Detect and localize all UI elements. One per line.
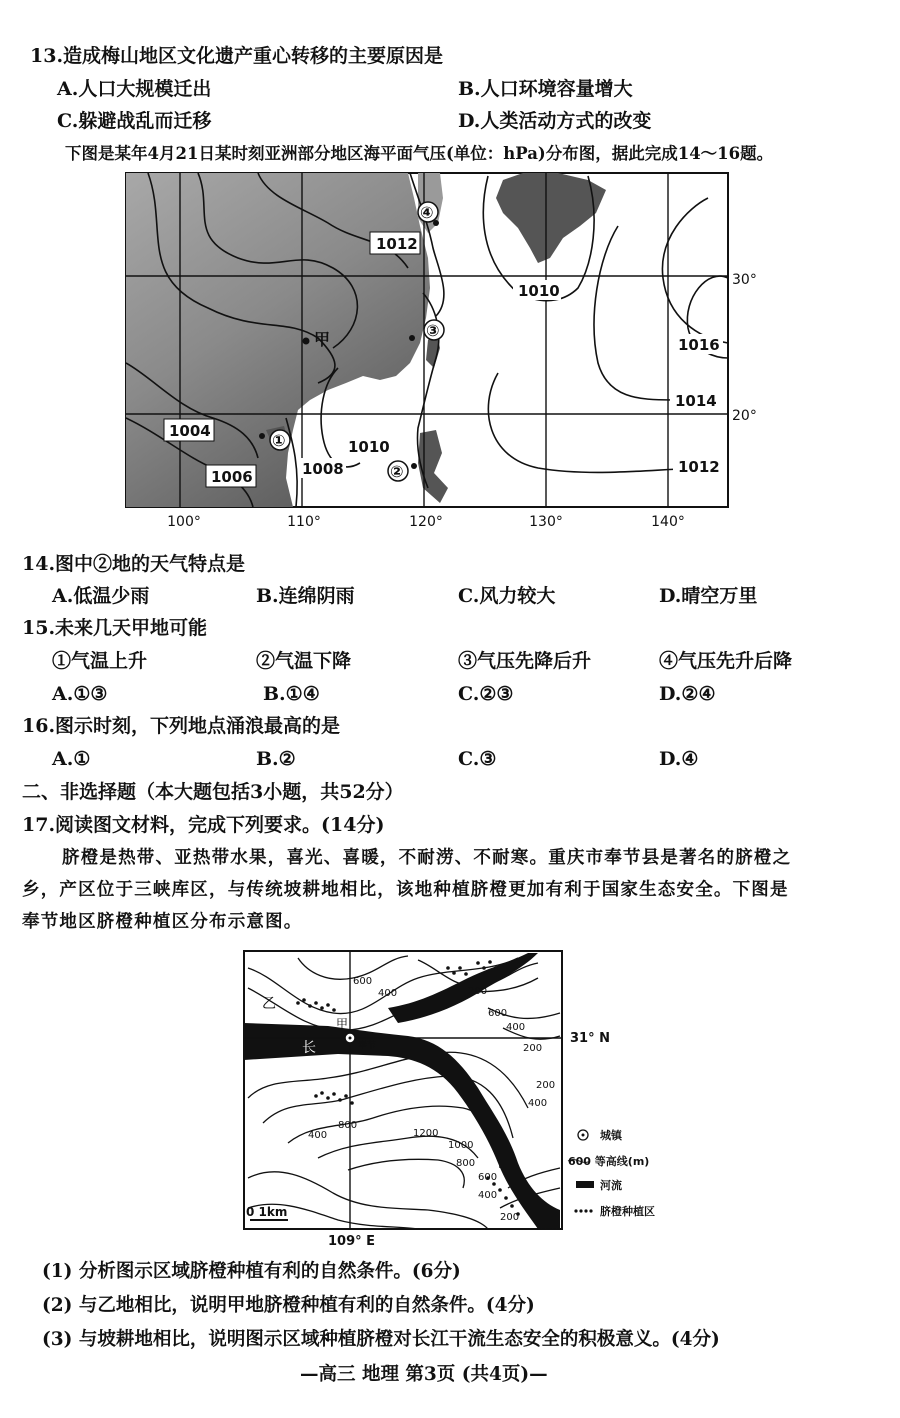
- contour-label-1200: 1200: [413, 1128, 439, 1139]
- isobar-label-1012-north: 1012: [376, 235, 418, 253]
- q13-option-a: A.人口大规模迁出: [57, 78, 212, 100]
- point-2-label: ②: [390, 462, 404, 481]
- q14-option-c: C.风力较大: [458, 585, 556, 607]
- q16-stem: 16.图示时刻，下列地点涌浪最高的是: [22, 715, 341, 737]
- isobar-label-1014: 1014: [675, 392, 717, 410]
- pressure-map: [118, 168, 757, 532]
- q13-option-d: D.人类活动方式的改变: [458, 110, 652, 132]
- isobar-label-1012-south: 1012: [678, 458, 720, 476]
- contour-label-200-ne: 200: [523, 1043, 543, 1054]
- lat-label-31n: 31° N: [570, 1031, 610, 1046]
- lon-label-140: 140°: [651, 514, 685, 530]
- q15-option-d: D.②④: [659, 683, 716, 705]
- contour-label-400-sw: 400: [308, 1130, 328, 1141]
- river-label-jiang: 江: [470, 1065, 484, 1080]
- lon-label-120: 120°: [409, 514, 443, 530]
- contour-label-600-n: 600: [353, 976, 373, 987]
- q15-item-1: ①气温上升: [52, 650, 148, 672]
- q17-paragraph-line-2: 乡，产区位于三峡库区，与传统坡耕地相比，该地种植脐橙更加有利于国家生态安全。下图是: [22, 880, 789, 900]
- q16-option-b: B.②: [256, 748, 296, 770]
- q17-sub-3: (3) 与坡耕地相比，说明图示区域种植脐橙对长江干流生态安全的积极意义。(4分): [42, 1329, 720, 1350]
- lon-label-109e: 109° E: [328, 1234, 376, 1249]
- q15-option-c: C.②③: [458, 683, 514, 705]
- q15-item-4: ④气压先升后降: [659, 650, 793, 672]
- q17-stem: 17.阅读图文材料，完成下列要求。(14分): [22, 814, 385, 836]
- q17-paragraph-line-1: 脐橙是热带、亚热带水果，喜光、喜暖，不耐涝、不耐寒。重庆市奉节县是著名的脐橙之: [62, 848, 792, 868]
- legend-orange-area: 脐橙种植区: [600, 1205, 655, 1218]
- q16-option-d: D.④: [659, 748, 699, 770]
- q17-sub-1: (1) 分析图示区域脐橙种植有利的自然条件。(6分): [42, 1261, 461, 1282]
- isobar-label-1010-south: 1010: [348, 438, 390, 456]
- q14-option-b: B.连绵阴雨: [256, 585, 355, 607]
- lat-label-30: 30°: [732, 272, 757, 288]
- q14-stem: 14.图中②地的天气特点是: [22, 553, 246, 575]
- contour-label-400-ne: 400: [506, 1022, 526, 1033]
- q14-option-a: A.低温少雨: [52, 585, 150, 607]
- section2-heading: 二、非选择题（本大题包括3小题，共52分）: [22, 781, 404, 803]
- isobar-label-1006: 1006: [211, 468, 253, 486]
- contour-label-400-se: 400: [478, 1190, 498, 1201]
- legend-contour: 600 等高线(m): [568, 1155, 650, 1168]
- contour-label-600-se: 600: [478, 1172, 498, 1183]
- isobar-label-1010-east: 1010: [518, 282, 560, 300]
- legend-river: 河流: [600, 1179, 622, 1192]
- point-1-label: ①: [272, 431, 286, 450]
- contour-label-800-se: 800: [456, 1158, 476, 1169]
- legend-town: 城镇: [600, 1129, 622, 1142]
- q16-option-a: A.①: [52, 748, 91, 770]
- scale-bar-label: 0 1km: [246, 1205, 288, 1219]
- q17-paragraph-line-3: 奉节地区脐橙种植区分布示意图。: [22, 912, 303, 932]
- place-jia-label: 甲: [314, 330, 331, 349]
- q14-option-d: D.晴空万里: [659, 585, 758, 607]
- q13-option-b: B.人口环境容量增大: [458, 78, 633, 100]
- fengjie-orange-map: [238, 948, 678, 1248]
- isobar-label-1016: 1016: [678, 336, 720, 354]
- contour-label-200-n: 200: [468, 986, 488, 997]
- q15-stem: 15.未来几天甲地可能: [22, 617, 208, 639]
- lon-label-110: 110°: [287, 514, 321, 530]
- contour-label-400-n: 400: [378, 988, 398, 999]
- place-yi-label: 乙: [262, 996, 276, 1012]
- river-label-chang: 长: [302, 1040, 316, 1056]
- q15-item-3: ③气压先降后升: [458, 650, 592, 672]
- q16-option-c: C.③: [458, 748, 497, 770]
- contour-label-400-e: 400: [528, 1098, 548, 1109]
- q15-option-a: A.①③: [52, 683, 108, 705]
- page-footer: —高三 地理 第3页 (共4页)—: [300, 1364, 548, 1385]
- lon-label-130: 130°: [529, 514, 563, 530]
- point-4-label: ④: [420, 203, 434, 222]
- contour-label-800-s: 800: [338, 1120, 358, 1131]
- isobar-label-1008: 1008: [302, 460, 344, 478]
- lat-label-20: 20°: [732, 408, 757, 424]
- q17-sub-2: (2) 与乙地相比，说明甲地脐橙种植有利的自然条件。(4分): [42, 1295, 535, 1316]
- lon-label-100: 100°: [167, 514, 201, 530]
- place-jia-label-2: 甲: [336, 1017, 349, 1031]
- q15-item-2: ②气温下降: [256, 650, 352, 672]
- q15-option-b: B.①④: [263, 683, 320, 705]
- town-label-fengjie: 奉节: [358, 1041, 377, 1051]
- contour-label-200-e: 200: [536, 1080, 556, 1091]
- q13-stem: 13.造成梅山地区文化遗产重心转移的主要原因是: [30, 45, 444, 67]
- intro-14-16: 下图是某年4月21日某时刻亚洲部分地区海平面气压(单位：hPa)分布图，据此完成14～16题。: [65, 144, 774, 163]
- contour-label-1000: 1000: [448, 1140, 474, 1151]
- q13-option-c: C.躲避战乱而迁移: [57, 110, 212, 132]
- isobar-label-1004: 1004: [169, 422, 211, 440]
- contour-label-200-se: 200: [500, 1212, 520, 1223]
- point-3-label: ③: [426, 321, 440, 340]
- contour-label-600-ne: 600: [488, 1008, 508, 1019]
